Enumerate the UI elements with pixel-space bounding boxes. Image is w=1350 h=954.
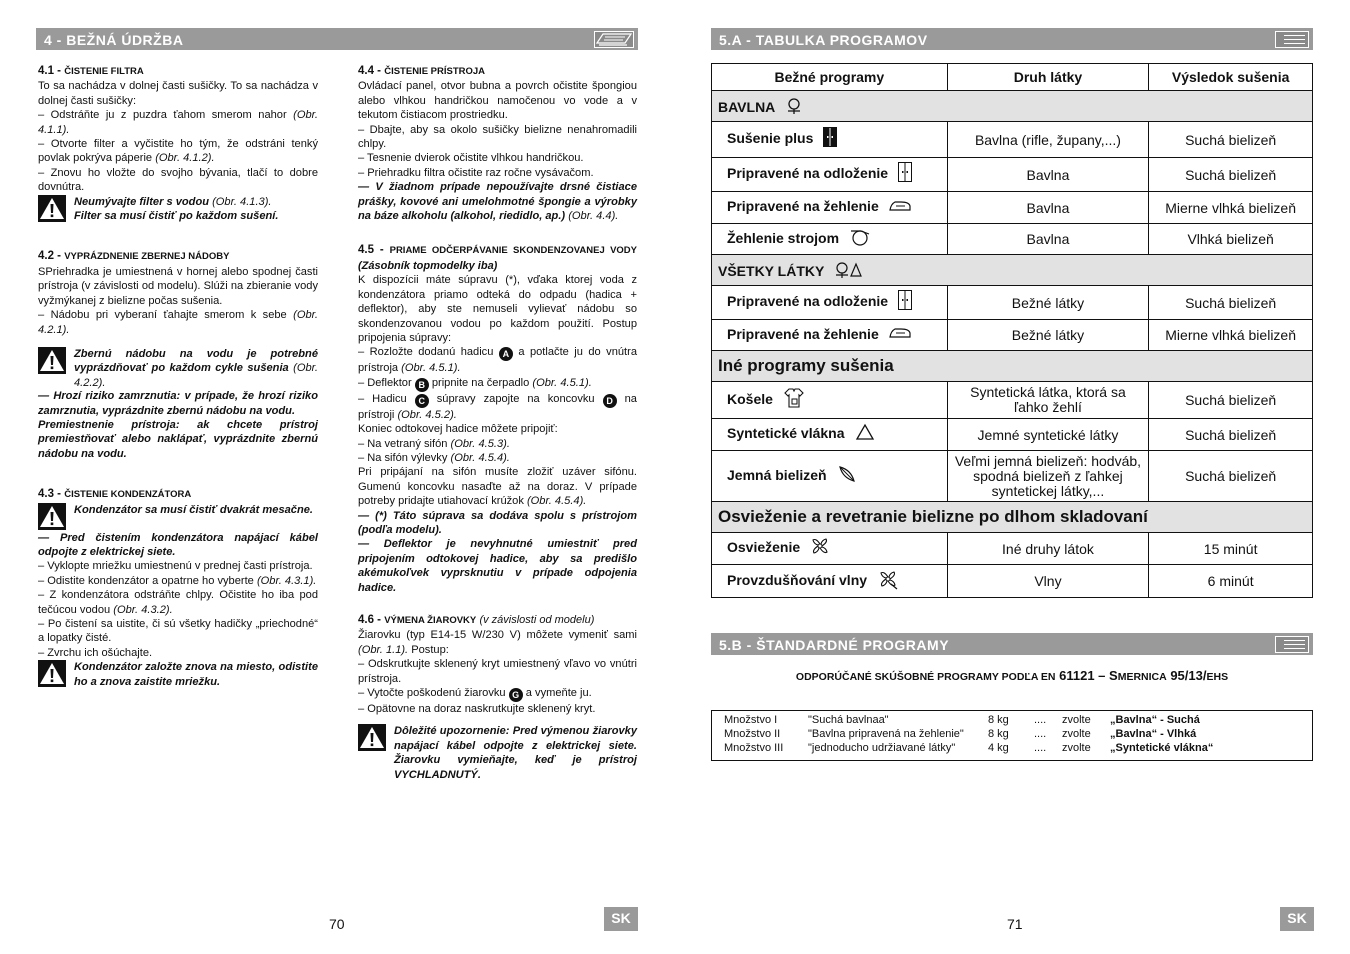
result-cell: Suchá bielizeň [1149,158,1313,192]
paragraph: – Vyklopte mriežku umiestnenú v prednej časti prístroja. [38,560,313,573]
right-page [675,0,1350,954]
section-label: BAVLNA [718,99,775,115]
left-column-1 [38,64,318,689]
paragraph: Koniec odtokovej hadice môžete pripojiť: [358,423,558,436]
fabric-cell: Bežné látky [947,286,1149,320]
maintenance-icon [594,31,634,48]
fan-icon [810,536,830,561]
table-row: Pripravené na žehlenie Bavlna Mierne vlhká bielizeň [712,192,1313,224]
fabric-cell: Vlny [947,565,1149,598]
paragraph: — Pred čistením kondenzátora napájací kábel odpojte z elektrickej siete. [38,531,318,558]
list-item: Množstvo II "Bavlna pripravená na žehlenie" 8 kg .... zvolte „Bavlna“ - Vlhká [724,728,1197,740]
paragraph: – Otvorte filter a vyčistite ho tým, že odstráni tenký povlak pokrýva páperie (Obr. 4.1.2). [38,138,318,165]
section-title: 4 - BEŽNÁ ÚDRŽBA [44,32,184,48]
result-cell: 6 minút [1149,565,1313,598]
fabric-cell: Veľmi jemná bielizeň: hodváb, spodná bielizeň z ľahkej syntetickej látky,... [947,451,1149,502]
heading-4-4: 4.4 - ČISTENIE PRÍSTROJA [358,65,486,77]
table-row: Pripravené na odloženie Bavlna Suchá bielizeň [712,158,1313,192]
paragraph: Premiestnenie prístroja: ak chcete prístroj premiestňovať alebo naklápať, vyprázdnite zbernú nádobu na vodu. [38,418,318,460]
warning-note: Zbernú nádobu na vodu je potrebné vyprázdňovať po každom cykle sušenia (Obr. 4.2.2). [38,347,318,390]
paragraph: – Priehradku filtra očistite raz ročne vysávačom. [358,166,594,179]
left-column-2 [358,64,637,782]
paragraph: – Odstráňte ju z puzdra ťahom smerom nahor (Obr. 4.1.1). [38,109,318,136]
paragraph: – Na sifón výlevky (Obr. 4.5.4). [358,451,510,464]
paragraph: — V žiadnom prípade nepoužívajte drsné čistiace prášky, kovové ani umelohmotné špongie a výrobky na báze alkoholu (alkohol, riedidlo, ap.) (Obr. 4.4). [358,181,637,223]
result-cell: Suchá bielizeň [1149,419,1313,451]
result-cell: Suchá bielizeň [1149,122,1313,158]
table-row: Pripravené na odloženie Bežné látky Suchá bielizeň [712,286,1313,320]
cotton-icon [785,97,803,115]
fabric-cell: Bavlna [947,192,1149,224]
paragraph: – Na vetraný sifón (Obr. 4.5.3). [358,437,510,450]
heading-4-2: 4.2 - VYPRÁZDNENIE ZBERNEJ NÁDOBY [38,250,230,263]
iron-icon [889,199,911,217]
cupboard-full-icon [823,127,837,152]
table-row: Sušenie plus Bavlna (rifle, župany,...) Suchá bielizeň [712,122,1313,158]
table-row: Žehlenie strojom Bavlna Vlhká bielizeň [712,224,1313,255]
warning-icon [38,660,66,687]
shirt-icon [783,387,805,414]
cupboard-icon [898,290,912,315]
table-row: Syntetické vlákna Jemné syntetické látky Suchá bielizeň [712,419,1313,451]
synthetic-icon [855,423,875,446]
table-row: Pripravené na žehlenie Bežné látky Mierne vlhká bielizeň [712,320,1313,351]
warning-icon [38,503,66,530]
language-badge: SK [1280,907,1314,931]
section-row [712,91,1313,122]
list-item: Množstvo III "jednoducho udržiavané látky" 4 kg .... zvolte „Syntetické vlákna“ [724,742,1214,754]
all-fabrics-icon [834,261,864,279]
paragraph: – Deflektor B pripnite na čerpadlo (Obr. 4.5.1). [358,376,592,390]
heading-4-1: 4.1 - ČISTENIE FILTRA [38,65,144,77]
section-row [712,351,1313,382]
section-bar-standard-programs [711,633,1313,655]
section-label: VŠETKY LÁTKY [718,263,825,279]
warning-icon [38,195,66,222]
fabric-cell: Iné druhy látok [947,533,1149,565]
iron-icon [889,326,911,344]
paragraph: To sa nachádza v dolnej časti sušičky. To sa nachádza v dolnej časti sušičky: [38,80,318,107]
paragraph: – Po čistení sa uistite, či sú všetky hadičky „priechodné“ a lopatky čisté. [38,618,318,645]
language-badge: SK [604,907,638,931]
paragraph: – Odistite kondenzátor a opatrne ho vyberte (Obr. 4.3.1). [38,574,317,587]
paragraph: – Vytočte poškodenú žiarovku G a vymeňte ju. [358,687,592,701]
paragraph: – Z kondenzátora odstráňte chlpy. Očistite ho iba pod tečúcou vodou (Obr. 4.3.2). [38,589,318,616]
list-icon [1275,31,1309,48]
column-header: Výsledok sušenia [1149,64,1313,91]
paragraph: Ovládací panel, otvor bubna a povrch očistite špongiou alebo vlhkou handričkou namočenou vo vode a v tekutom čistiacom prostriedku. [358,80,637,122]
column-header: Druh látky [947,64,1149,91]
paragraph: – Opätovne na doraz naskrutkujte sklenený kryt. [358,703,596,716]
fabric-cell: Bavlna (rifle, župany,...) [947,122,1149,158]
list-icon [1275,636,1309,653]
paragraph: — Deflektor je nevyhnutné umiestniť pred pripojením odtokovej hadice, aby sa predišlo akémukoľvek vyprsknutiu v prípade odpojenia hadice. [358,538,637,594]
result-cell: Suchá bielizeň [1149,286,1313,320]
wool-icon [877,568,899,595]
table-row: Jemná bielizeň Veľmi jemná bielizeň: hodváb, spodná bielizeň z ľahkej syntetickej látky,... Suchá bielizeň [712,451,1313,502]
label-a-badge: A [499,347,513,361]
fabric-cell: Jemné syntetické látky [947,419,1149,451]
warning-icon [358,724,386,751]
section-bar-program-table [711,28,1313,50]
warning-icon [38,347,66,374]
list-item: Množstvo I "Suchá bavlnaa" 8 kg .... zvolte „Bavlna“ - Suchá [724,714,1200,726]
table-row: Osvieženie Iné druhy látok 15 minút [712,533,1313,565]
fabric-cell: Bežné látky [947,320,1149,351]
label-d-badge: D [603,394,617,408]
result-cell: Mierne vlhká bielizeň [1149,192,1313,224]
fabric-cell: Bavlna [947,224,1149,255]
section-label: Osvieženie a revetranie bielizne po dlhom skladovaní [712,502,1313,533]
section-row [712,255,1313,286]
result-cell: Suchá bielizeň [1149,451,1313,502]
ironing-machine-icon [849,228,871,251]
section-row [712,502,1313,533]
paragraph: SPriehradka je umiestnená v hornej alebo spodnej časti prístroja (v závislosti od modelu). Slúži na zbieranie vody vyžmýkanej z bielizne počas sušenia. [38,265,318,307]
section-bar-maintenance [36,28,638,50]
page-number: 70 [329,916,345,932]
table-header-row [712,64,1313,91]
result-cell: 15 minút [1149,533,1313,565]
standard-programs-title: ODPORÚČANÉ SKÚŠOBNÉ PROGRAMY PODĽA EN 61121 – SMERNICA 95/13/EHS [795,668,1229,683]
column-header: Bežné programy [712,64,948,91]
cupboard-icon [898,162,912,187]
fabric-cell: Syntetická látka, ktorá sa ľahko žehlí [947,382,1149,419]
warning-note: Dôležité upozornenie: Pred výmenou žiarovky napájací kábel odpojte z elektrickej siete. Žiarovku vymieňajte, keď je prístroj VYCHLADNUTÝ. [358,724,637,782]
paragraph: – Znovu ho vložte do svojho bývania, tlačí to dobre dovnútra. [38,166,318,194]
result-cell: Vlhká bielizeň [1149,224,1313,255]
paragraph: — Hrozí riziko zamrznutia: v prípade, že hrozí riziko zamrznutia, vyprázdnite zbernú nádobu na vodu. [38,390,318,417]
result-cell: Mierne vlhká bielizeň [1149,320,1313,351]
standard-programs-box [711,710,1313,761]
paragraph: Žiarovku (typ E14-15 W/230 V) môžete vymeniť sami (Obr. 1.1). Postup: [358,629,637,656]
paragraph: – Dbajte, aby sa okolo sušičky bielizne nenahromadili chlpy. [358,123,637,151]
heading-4-6: 4.6 - VÝMENA ŽIAROVKY (v závislosti od modelu) [358,614,595,626]
section-label: Iné programy sušenia [712,351,1313,382]
paragraph: – Odskrutkujte sklenený kryt umiestnený vľavo vo vnútri prístroja. [358,658,637,685]
label-b-badge: B [415,378,429,392]
label-c-badge: C [415,394,429,408]
table-row: Provzdušňování vlny Vlny 6 minút [712,565,1313,598]
heading-4-5: 4.5 - PRIAME ODČERPÁVANIE SKONDENZOVANEJ VODY (Zásobník topmodelky iba) [358,244,637,272]
paragraph: K dispozícii máte súpravu (*), vďaka ktorej voda z kondenzátora priamo odteká do odpadu (hadica + deflektor), aby ste nemuseli vylievať nádobu so skondenzovanou vodou po každom použití. Postup pripojenia súpravy: [358,274,637,344]
heading-4-3: 4.3 - ČISTENIE KONDENZÁTORA [38,488,192,501]
warning-note: Kondenzátor založte znova na miesto, odistite ho a znova zaistite mriežku. [38,660,318,689]
paragraph: – Zvrchu ich ošúchajte. [38,646,153,659]
table-row: Košele Syntetická látka, ktorá sa ľahko žehlí Suchá bielizeň [712,382,1313,419]
paragraph: – Nádobu pri vyberaní ťahajte smerom k sebe (Obr. 4.2.1). [38,309,318,336]
warning-note: Neumývajte filter s vodou (Obr. 4.1.3). Filter sa musí čistiť po každom sušení. [38,195,318,224]
section-title: 5.B - ŠTANDARDNÉ PROGRAMY [719,637,950,653]
result-cell: Suchá bielizeň [1149,382,1313,419]
paragraph: – Tesnenie dvierok očistite vlhkou handričkou. [358,152,584,165]
warning-note: Kondenzátor sa musí čistiť dvakrát mesačne. [38,503,318,531]
page-number: 71 [1007,916,1023,932]
section-title: 5.A - TABULKA PROGRAMOV [719,32,928,48]
label-g-badge: G [509,688,523,702]
fabric-cell: Bavlna [947,158,1149,192]
paragraph: – Hadicu C súpravy zapojte na koncovku D na prístroji (Obr. 4.5.2). [358,392,637,421]
paragraph: – Rozložte dodanú hadicu A a potlačte ju do vnútra prístroja (Obr. 4.5.1). [358,346,637,375]
program-table [711,63,1313,598]
paragraph: Pri pripájaní na sifón musíte zložiť uzáver sifónu. Gumenú koncovku nasaďte až na doraz. V prípade potreby pridajte utiahovací krúžok (Obr. 4.5.4). [358,466,637,508]
paragraph: — (*) Táto súprava sa dodáva spolu s prístrojom (podľa modelu). [358,509,637,536]
delicate-icon [837,464,857,489]
